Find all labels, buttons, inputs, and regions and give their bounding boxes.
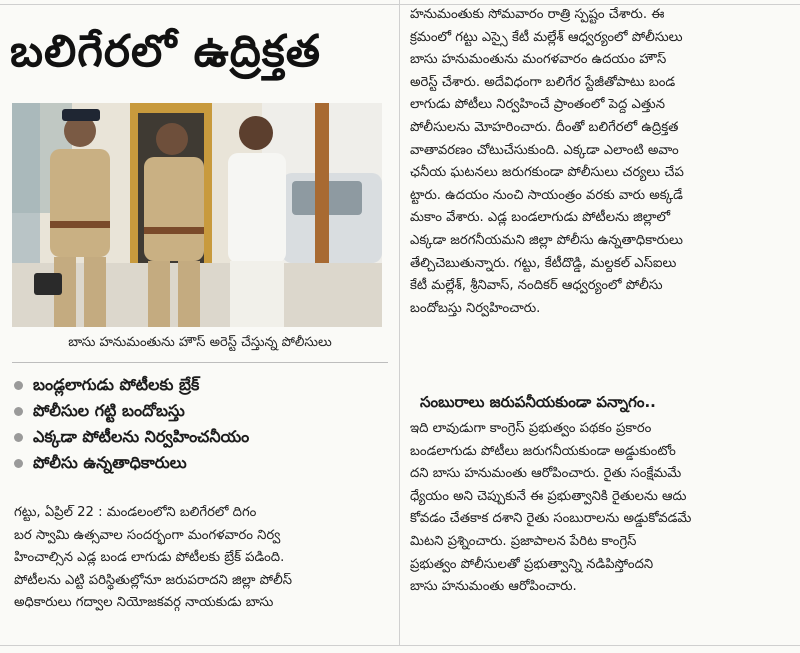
body-line: ధ్యేయం అని చెప్పుకునే ఈ ప్రభుత్వానికి రైతులను ఆదు: [410, 488, 687, 504]
article-body-right: [410, 4, 786, 320]
body-line: క్రమంలో గట్టు ఎస్సై కేటీ మల్లేశ్ ఆధ్వర్యంలో పోలీసులు: [410, 29, 683, 45]
bullet-icon: [14, 381, 23, 390]
article-body-left: [14, 502, 392, 615]
bullet-icon: [14, 433, 23, 442]
body-line: పోలీసులను మోహరించారు. దీంతో బలిగేరలో ఉద్రిక్తత: [410, 119, 679, 135]
body-line: ఇది లావుడుగా కాంగ్రెస్ ప్రభుత్వం పథకం ప్రకారం: [410, 421, 652, 436]
body-line: హనుమంతుకు సోమవారం రాత్రి స్పష్టం చేశారు. ఈ: [410, 7, 665, 22]
body-line: బాసు హనుమంతును మంగళవారం ఉదయం హౌస్: [410, 52, 667, 68]
highlight-item: [14, 398, 394, 424]
body-line: దని బాసు హనుమంతు ఆరోపించారు. రైతు సంక్షేమమే: [410, 466, 682, 482]
body-line: బర స్వామి ఉత్సవాల సందర్భంగా మంగళవారం నిర్వ: [14, 527, 281, 543]
body-line: ప్రభుత్వం పోలీసులతో ప్రభుత్వాన్ని నడిపిస్తోందని: [410, 556, 654, 572]
body-line: బాసు హనుమంతు ఆరోపించారు.: [410, 579, 577, 595]
body-line: లాగుడు పోటీలు నిర్వహించే ప్రాంతంలో పెద్ద ఎత్తున: [410, 97, 665, 113]
article-body-right-continued: [410, 418, 786, 599]
photo-caption: బాసు హనుమంతును హౌస్ అరెస్ట్ చేస్తున్న పోలీసులు: [68, 335, 332, 350]
highlight-text: బండ్లలాగుడు పోటీలకు బ్రేక్: [33, 375, 200, 394]
bottom-rule: [0, 645, 800, 646]
body-line: కేటీ మల్లేశ్, శ్రీనివాస్, నందికర్ ఆధ్వర్యంలో పోలీసు: [410, 278, 663, 294]
photo-illustration: [12, 103, 382, 327]
highlight-text: ఎక్కడా పోటీలను నిర్వహించనీయం: [33, 427, 250, 446]
body-line: మిటని ప్రశ్నించారు. ప్రజాపాలన పేరిట కాంగ్రెస్: [410, 533, 637, 549]
body-line: ఛనీయ ఘటనలు జరుగకుండా పోలీసులు చర్యలు చేప: [410, 165, 684, 181]
body-line: వాతావరణం చోటుచేసుకుంది. ఎక్కడా ఎలాంటి అవాం: [410, 142, 679, 158]
caption-rule: [12, 362, 388, 363]
body-line: గట్టు, ఏప్రిల్ 22 : మండలంలోని బలిగేరలో దిగం: [14, 505, 257, 520]
highlight-item: [14, 372, 394, 398]
body-line: అధికారులు గద్వాల నియోజకవర్గ నాయకుడు బాసు: [14, 595, 274, 611]
body-line: తేల్చిచెబుతున్నారు. గట్టు, కేటీదొడ్డి, మల్దకల్ ఎస్ఐలు: [410, 255, 677, 271]
news-photo: [12, 103, 382, 327]
body-line: బందోబస్తు నిర్వహించారు.: [410, 300, 541, 316]
highlight-item: [14, 450, 394, 476]
body-line: ట్టారు. ఉదయం నుంచి సాయంత్రం వరకు వారు అక్కడే: [410, 187, 683, 203]
body-line: అరెస్ట్ చేశారు. అదేవిధంగా బలిగేర స్టేజీతోపాటు బండ: [410, 74, 676, 90]
body-line: పోటీలను ఎట్టి పరిస్థితుల్లోనూ జరుపరాదని జిల్లా పోలీస్: [14, 572, 292, 588]
body-line: హించాల్సిన ఎడ్ల బండ లాగుడు పోటీలకు బ్రేక్ పడింది.: [14, 550, 285, 566]
highlights-list: [14, 372, 394, 476]
bullet-icon: [14, 459, 23, 468]
subheading: సంబురాలు జరుపనీయకుండా పన్నాగం..: [420, 393, 656, 411]
highlight-text: పోలీసుల గట్టి బందోబస్తు: [33, 401, 185, 420]
bullet-icon: [14, 407, 23, 416]
column-divider: [399, 0, 400, 645]
body-line: ఎక్కడా జరగనీయమని జిల్లా పోలీసు ఉన్నతాధికారులు: [410, 232, 683, 248]
highlight-item: [14, 424, 394, 450]
body-line: కోవడం చేతకాక దశాని రైతు సంబురాలను అడ్డుకోవడమే: [410, 511, 692, 527]
highlight-text: పోలీసు ఉన్నతాధికారులు: [33, 453, 187, 472]
body-line: మకాం వేశారు. ఎడ్ల బండలాగుడు పోటీలను జిల్లాలో: [410, 210, 671, 226]
headline: బలిగేరలో ఉద్రిక్తత: [10, 26, 321, 77]
body-line: బండలాగుడు పోటీలు జరుగనీయకుండా అడ్డుకుంటోం: [410, 443, 676, 459]
